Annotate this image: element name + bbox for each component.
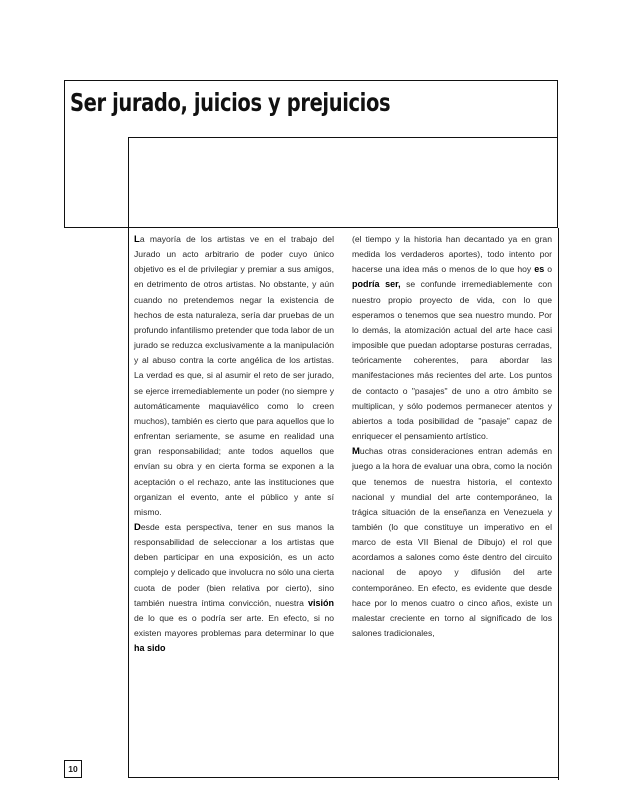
- text-column-right: [352, 232, 552, 641]
- frame-rule-top: [128, 137, 558, 138]
- paragraph-text: de lo que es o podría ser arte. En efecto, si no existen mayores problemas para determinar lo que: [134, 612, 334, 639]
- paragraph: [352, 232, 552, 444]
- page-title: Ser jurado, juicios y prejuicios: [70, 88, 391, 117]
- paragraph: [352, 444, 552, 641]
- emphasis-text: podría ser,: [352, 279, 401, 290]
- page-number: 10: [64, 760, 82, 778]
- paragraph: [134, 232, 334, 520]
- text-column-left: [134, 232, 334, 656]
- paragraph-text: uchas otras consideraciones entran además en juego a la hora de evaluar una obra, como la noción que tenemos de nuestra historia, el contexto nacional y mundial del arte contemporáneo, la trágica situación de la enseñanza en Venezuela y también (lo que constituye un imperativo en el marco de esta VII Bienal de Dibujo) el rol que acordamos a salones como éste dentro del circuito nacional de apoyo y difusión del arte contemporáneo. En efecto, es evidente que desde hace por lo menos cuatro o cinco años, existe un malestar creciente en torno al significado de los salones tradicionales,: [352, 446, 552, 639]
- paragraph-text: se confunde irremediablemente con nuestro propio proyecto de vida, con lo que esperamos o tenemos que sea nuestro mundo. Por lo demás, la atomización actual del arte hace casi imposible que puedan adoptarse posturas cerradas, teóricamente coherentes, para abordar las manifestaciones más recientes del arte. Los puntos de contacto o "pasajes" de uno a otro ámbito se multiplican, y sólo podemos permanecer atentos y abiertos a toda posibilidad de "pasaje" capaz de enriquecer el pensamiento artístico.: [352, 279, 552, 442]
- emphasis-text: es: [534, 264, 545, 275]
- paragraph-text: o: [544, 264, 552, 275]
- paragraph-text: (el tiempo y la historia han decantado ya en gran medida los verdaderos aportes), todo intento por hacerse una idea más o menos de lo que hoy: [352, 234, 552, 275]
- paragraph-text: a mayoría de los artistas ve en el trabajo del Jurado un acto arbitrario de poder cuyo único objetivo es el de privilegiar y premiar a sus amigos, en detrimento de otros artistas. No obstante, y aún cuando no pretendemos negar la existencia de hechos de esta naturaleza, sería dar pruebas de un profundo infantilismo pretender que toda labor de un jurado se reduzca exclusivamente a la manipulación y al abuso contra la corte angélica de los artistas. La verdad es que, si al asumir el reto de ser jurado, se ejerce irremediablemente un poder (no siempre y automáticamente maquiavélico como lo creen muchos), también es cierto que para aquellos que lo enfrentan seriamente, se asume en realidad una gran responsabilidad; ante todos aquellos que envían su obra y en cierta forma se exponen a la aceptación o el rechazo, ante las instituciones que organizan el evento, ante el público y ante sí mismo.: [134, 234, 334, 517]
- frame-rule-bottom: [128, 777, 558, 778]
- drop-initial: M: [352, 446, 360, 458]
- frame-rule-right: [558, 228, 559, 780]
- emphasis-text: visión: [307, 597, 334, 608]
- emphasis-text: ha sido: [134, 643, 166, 654]
- paragraph: [134, 520, 334, 656]
- paragraph-text: esde esta perspectiva, tener en sus manos la responsabilidad de seleccionar a los artistas que deben participar en una exposición, es un acto complejo y delicado que involucra no sólo una cierta cuota de poder (bien relativa por cierto), sino también nuestra íntima convicción, nuestra: [134, 521, 334, 608]
- drop-initial: L: [134, 234, 140, 245]
- frame-rule-left: [128, 137, 129, 777]
- drop-initial: D: [134, 521, 141, 533]
